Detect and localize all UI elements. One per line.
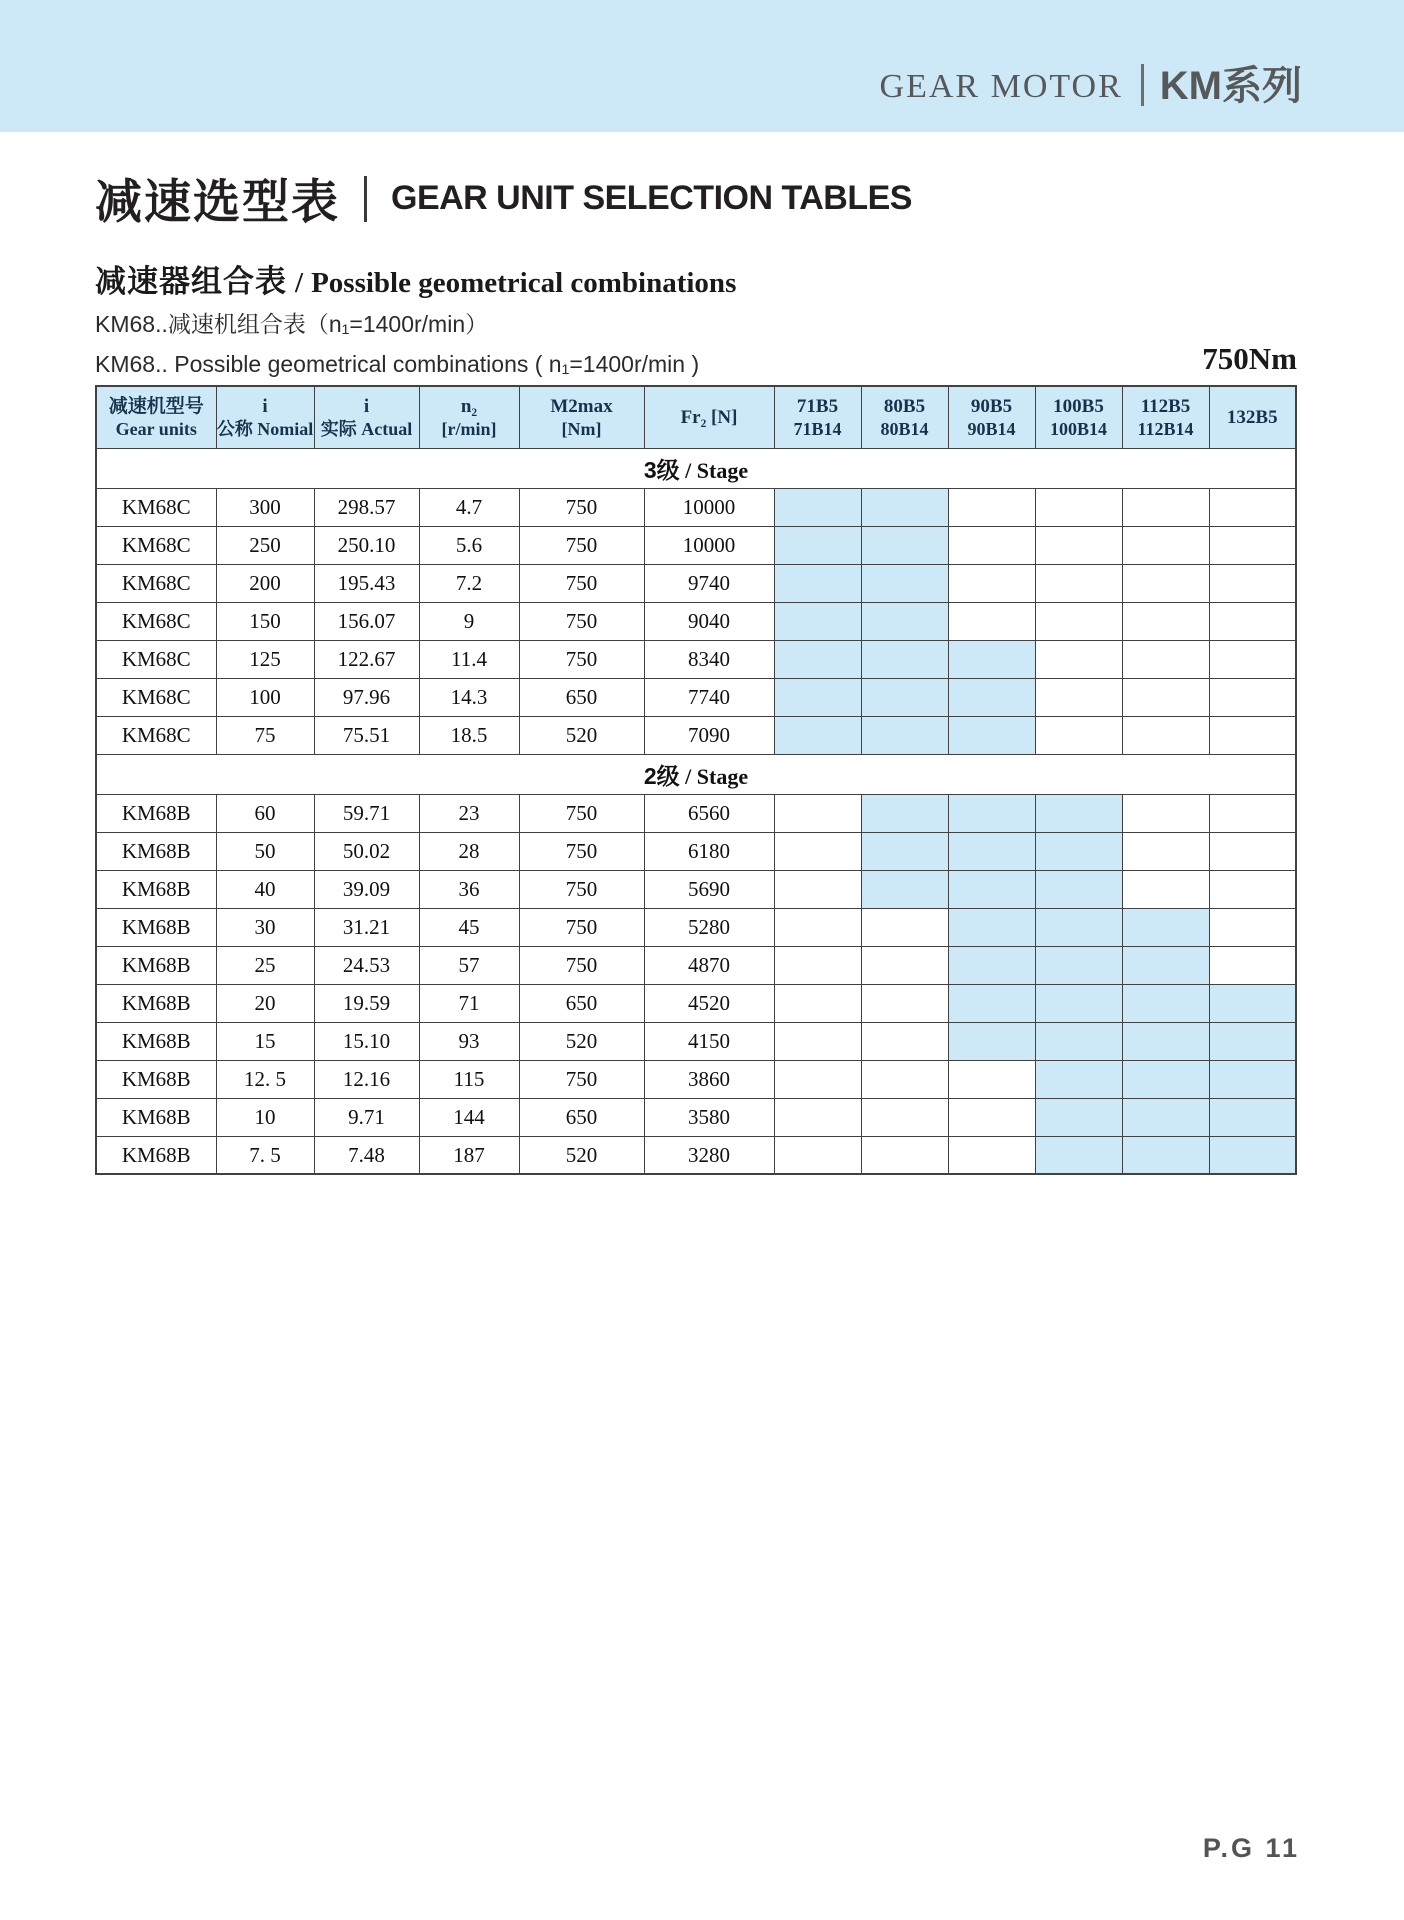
compat-cell-71B5 bbox=[774, 1022, 861, 1060]
compat-cell-80B5 bbox=[861, 640, 948, 678]
stage-section-label: 3级 / Stage bbox=[96, 448, 1296, 488]
compat-cell-132B5 bbox=[1209, 716, 1296, 754]
cell-i-nominal: 25 bbox=[216, 946, 314, 984]
cell-model: KM68C bbox=[96, 488, 216, 526]
cell-m2max: 750 bbox=[519, 908, 644, 946]
table-row bbox=[96, 564, 1296, 602]
cell-fr2: 10000 bbox=[644, 488, 774, 526]
compat-cell-71B5 bbox=[774, 640, 861, 678]
cell-n2: 93 bbox=[419, 1022, 519, 1060]
compat-cell-71B5 bbox=[774, 946, 861, 984]
subtitle-zh: 减速器组合表 bbox=[95, 264, 287, 299]
cell-i-actual: 122.67 bbox=[314, 640, 419, 678]
compat-cell-80B5 bbox=[861, 832, 948, 870]
cell-i-nominal: 50 bbox=[216, 832, 314, 870]
cell-i-nominal: 20 bbox=[216, 984, 314, 1022]
cell-m2max: 750 bbox=[519, 1060, 644, 1098]
cell-model: KM68C bbox=[96, 678, 216, 716]
header-series-label: KM系列 bbox=[1159, 64, 1302, 108]
cell-m2max: 750 bbox=[519, 564, 644, 602]
compat-cell-71B5 bbox=[774, 1136, 861, 1174]
compat-cell-90B5 bbox=[948, 602, 1035, 640]
cell-m2max: 750 bbox=[519, 794, 644, 832]
compat-cell-71B5 bbox=[774, 870, 861, 908]
compat-cell-132B5 bbox=[1209, 908, 1296, 946]
cell-m2max: 750 bbox=[519, 946, 644, 984]
cell-model: KM68B bbox=[96, 908, 216, 946]
cell-model: KM68B bbox=[96, 794, 216, 832]
table-row bbox=[96, 640, 1296, 678]
cell-m2max: 520 bbox=[519, 716, 644, 754]
cell-fr2: 4150 bbox=[644, 1022, 774, 1060]
page-title-en: GEAR UNIT SELECTION TABLES bbox=[391, 179, 912, 217]
compat-cell-112B5 bbox=[1122, 716, 1209, 754]
table-row bbox=[96, 1098, 1296, 1136]
compat-cell-90B5 bbox=[948, 678, 1035, 716]
cell-i-nominal: 12. 5 bbox=[216, 1060, 314, 1098]
cell-fr2: 7740 bbox=[644, 678, 774, 716]
compat-cell-71B5 bbox=[774, 1098, 861, 1136]
compat-cell-90B5 bbox=[948, 1060, 1035, 1098]
compat-cell-100B5 bbox=[1035, 1060, 1122, 1098]
cell-n2: 18.5 bbox=[419, 716, 519, 754]
cell-i-actual: 9.71 bbox=[314, 1098, 419, 1136]
cell-m2max: 750 bbox=[519, 602, 644, 640]
compat-cell-90B5 bbox=[948, 832, 1035, 870]
column-header-90: 90B5 90B14 bbox=[948, 386, 1035, 448]
cell-model: KM68C bbox=[96, 564, 216, 602]
table-row bbox=[96, 526, 1296, 564]
cell-m2max: 650 bbox=[519, 678, 644, 716]
cell-m2max: 650 bbox=[519, 1098, 644, 1136]
compat-cell-80B5 bbox=[861, 908, 948, 946]
page-title-zh: 减速选型表 bbox=[95, 175, 340, 228]
compat-cell-132B5 bbox=[1209, 564, 1296, 602]
column-header-132: 132B5 bbox=[1209, 386, 1296, 448]
compat-cell-90B5 bbox=[948, 908, 1035, 946]
compat-cell-80B5 bbox=[861, 1060, 948, 1098]
cell-fr2: 4520 bbox=[644, 984, 774, 1022]
cell-n2: 5.6 bbox=[419, 526, 519, 564]
cell-model: KM68B bbox=[96, 1060, 216, 1098]
compat-cell-71B5 bbox=[774, 908, 861, 946]
compat-cell-100B5 bbox=[1035, 1136, 1122, 1174]
cell-i-nominal: 125 bbox=[216, 640, 314, 678]
compat-cell-90B5 bbox=[948, 946, 1035, 984]
compat-cell-112B5 bbox=[1122, 794, 1209, 832]
table-header bbox=[96, 386, 1296, 448]
cell-n2: 9 bbox=[419, 602, 519, 640]
compat-cell-90B5 bbox=[948, 1022, 1035, 1060]
cell-fr2: 8340 bbox=[644, 640, 774, 678]
compat-cell-90B5 bbox=[948, 1098, 1035, 1136]
cell-i-nominal: 30 bbox=[216, 908, 314, 946]
cell-i-actual: 12.16 bbox=[314, 1060, 419, 1098]
compat-cell-71B5 bbox=[774, 794, 861, 832]
cell-fr2: 5690 bbox=[644, 870, 774, 908]
cell-i-nominal: 150 bbox=[216, 602, 314, 640]
cell-fr2: 3860 bbox=[644, 1060, 774, 1098]
cell-fr2: 7090 bbox=[644, 716, 774, 754]
cell-model: KM68C bbox=[96, 640, 216, 678]
cell-i-actual: 298.57 bbox=[314, 488, 419, 526]
cell-i-nominal: 60 bbox=[216, 794, 314, 832]
cell-i-actual: 19.59 bbox=[314, 984, 419, 1022]
table-body bbox=[96, 448, 1296, 1174]
column-header-100: 100B5 100B14 bbox=[1035, 386, 1122, 448]
compat-cell-100B5 bbox=[1035, 716, 1122, 754]
compat-cell-132B5 bbox=[1209, 602, 1296, 640]
section-subtitle bbox=[95, 256, 1297, 301]
cell-i-nominal: 300 bbox=[216, 488, 314, 526]
compat-cell-90B5 bbox=[948, 526, 1035, 564]
caption-row bbox=[95, 341, 1297, 377]
compat-cell-132B5 bbox=[1209, 832, 1296, 870]
compat-cell-80B5 bbox=[861, 602, 948, 640]
cell-fr2: 9040 bbox=[644, 602, 774, 640]
compat-cell-100B5 bbox=[1035, 488, 1122, 526]
column-header-112: 112B5 112B14 bbox=[1122, 386, 1209, 448]
compat-cell-100B5 bbox=[1035, 678, 1122, 716]
cell-m2max: 520 bbox=[519, 1136, 644, 1174]
compat-cell-80B5 bbox=[861, 526, 948, 564]
cell-n2: 45 bbox=[419, 908, 519, 946]
compat-cell-90B5 bbox=[948, 794, 1035, 832]
cell-m2max: 520 bbox=[519, 1022, 644, 1060]
compat-cell-80B5 bbox=[861, 946, 948, 984]
compat-cell-132B5 bbox=[1209, 946, 1296, 984]
cell-model: KM68B bbox=[96, 870, 216, 908]
page-content bbox=[95, 132, 1297, 1175]
column-header-80: 80B5 80B14 bbox=[861, 386, 948, 448]
header-title: GEAR MOTOR bbox=[879, 68, 1123, 105]
stage-section-label: 2级 / Stage bbox=[96, 754, 1296, 794]
cell-n2: 71 bbox=[419, 984, 519, 1022]
table-row bbox=[96, 1060, 1296, 1098]
table-row bbox=[96, 1022, 1296, 1060]
compat-cell-80B5 bbox=[861, 564, 948, 602]
cell-m2max: 750 bbox=[519, 488, 644, 526]
compat-cell-71B5 bbox=[774, 602, 861, 640]
compat-cell-132B5 bbox=[1209, 794, 1296, 832]
table-row bbox=[96, 602, 1296, 640]
subtitle-separator: / bbox=[295, 267, 304, 299]
header-divider bbox=[1141, 64, 1144, 106]
compat-cell-80B5 bbox=[861, 1136, 948, 1174]
compat-cell-112B5 bbox=[1122, 602, 1209, 640]
compat-cell-100B5 bbox=[1035, 526, 1122, 564]
cell-n2: 144 bbox=[419, 1098, 519, 1136]
table-header-row bbox=[96, 386, 1296, 448]
cell-model: KM68C bbox=[96, 526, 216, 564]
table-row bbox=[96, 984, 1296, 1022]
compat-cell-100B5 bbox=[1035, 870, 1122, 908]
table-row bbox=[96, 678, 1296, 716]
compat-cell-80B5 bbox=[861, 488, 948, 526]
compat-cell-71B5 bbox=[774, 564, 861, 602]
cell-i-nominal: 10 bbox=[216, 1098, 314, 1136]
table-caption-en: KM68.. Possible geometrical combinations ( n₁=1400r/min ) bbox=[95, 351, 700, 377]
compat-cell-112B5 bbox=[1122, 526, 1209, 564]
cell-i-actual: 7.48 bbox=[314, 1136, 419, 1174]
compat-cell-80B5 bbox=[861, 870, 948, 908]
column-header-fr2: Fr₂ [N] bbox=[644, 386, 774, 448]
compat-cell-132B5 bbox=[1209, 1022, 1296, 1060]
cell-i-actual: 250.10 bbox=[314, 526, 419, 564]
compat-cell-71B5 bbox=[774, 488, 861, 526]
compat-cell-80B5 bbox=[861, 716, 948, 754]
cell-m2max: 750 bbox=[519, 640, 644, 678]
compat-cell-71B5 bbox=[774, 984, 861, 1022]
column-header-i-actual: i 实际 Actual bbox=[314, 386, 419, 448]
compat-cell-90B5 bbox=[948, 870, 1035, 908]
cell-fr2: 10000 bbox=[644, 526, 774, 564]
stage-section-row bbox=[96, 754, 1296, 794]
compat-cell-132B5 bbox=[1209, 640, 1296, 678]
cell-model: KM68B bbox=[96, 946, 216, 984]
compat-cell-100B5 bbox=[1035, 564, 1122, 602]
compat-cell-71B5 bbox=[774, 526, 861, 564]
cell-i-nominal: 100 bbox=[216, 678, 314, 716]
cell-n2: 57 bbox=[419, 946, 519, 984]
cell-model: KM68C bbox=[96, 716, 216, 754]
cell-i-nominal: 250 bbox=[216, 526, 314, 564]
cell-i-nominal: 75 bbox=[216, 716, 314, 754]
cell-i-actual: 31.21 bbox=[314, 908, 419, 946]
column-header-i-nominal: i 公称 Nomial bbox=[216, 386, 314, 448]
cell-fr2: 3580 bbox=[644, 1098, 774, 1136]
table-row bbox=[96, 716, 1296, 754]
column-header-71: 71B5 71B14 bbox=[774, 386, 861, 448]
compat-cell-132B5 bbox=[1209, 488, 1296, 526]
cell-m2max: 650 bbox=[519, 984, 644, 1022]
cell-m2max: 750 bbox=[519, 870, 644, 908]
compat-cell-71B5 bbox=[774, 716, 861, 754]
compat-cell-132B5 bbox=[1209, 1098, 1296, 1136]
compat-cell-100B5 bbox=[1035, 946, 1122, 984]
compat-cell-112B5 bbox=[1122, 1060, 1209, 1098]
cell-i-actual: 24.53 bbox=[314, 946, 419, 984]
table-row bbox=[96, 946, 1296, 984]
cell-n2: 36 bbox=[419, 870, 519, 908]
subtitle-en: Possible geometrical combinations bbox=[311, 267, 737, 299]
compat-cell-132B5 bbox=[1209, 870, 1296, 908]
compat-cell-132B5 bbox=[1209, 526, 1296, 564]
gear-selection-table bbox=[95, 385, 1297, 1175]
page-number: P.G 11 bbox=[1202, 1833, 1300, 1863]
cell-i-nominal: 7. 5 bbox=[216, 1136, 314, 1174]
cell-n2: 7.2 bbox=[419, 564, 519, 602]
compat-cell-112B5 bbox=[1122, 832, 1209, 870]
compat-cell-112B5 bbox=[1122, 984, 1209, 1022]
compat-cell-100B5 bbox=[1035, 908, 1122, 946]
cell-fr2: 4870 bbox=[644, 946, 774, 984]
compat-cell-132B5 bbox=[1209, 984, 1296, 1022]
cell-i-actual: 156.07 bbox=[314, 602, 419, 640]
compat-cell-112B5 bbox=[1122, 870, 1209, 908]
cell-i-actual: 195.43 bbox=[314, 564, 419, 602]
cell-n2: 115 bbox=[419, 1060, 519, 1098]
column-header-m2max: M2max [Nm] bbox=[519, 386, 644, 448]
compat-cell-90B5 bbox=[948, 1136, 1035, 1174]
compat-cell-71B5 bbox=[774, 832, 861, 870]
column-header-n2: n₂ [r/min] bbox=[419, 386, 519, 448]
compat-cell-100B5 bbox=[1035, 794, 1122, 832]
cell-n2: 14.3 bbox=[419, 678, 519, 716]
cell-m2max: 750 bbox=[519, 526, 644, 564]
cell-n2: 23 bbox=[419, 794, 519, 832]
compat-cell-112B5 bbox=[1122, 678, 1209, 716]
cell-m2max: 750 bbox=[519, 832, 644, 870]
cell-fr2: 6180 bbox=[644, 832, 774, 870]
cell-model: KM68C bbox=[96, 602, 216, 640]
table-caption-zh: KM68..减速机组合表（n₁=1400r/min） bbox=[95, 311, 489, 337]
compat-cell-112B5 bbox=[1122, 640, 1209, 678]
cell-i-actual: 39.09 bbox=[314, 870, 419, 908]
compat-cell-100B5 bbox=[1035, 984, 1122, 1022]
cell-i-actual: 97.96 bbox=[314, 678, 419, 716]
cell-model: KM68B bbox=[96, 1098, 216, 1136]
compat-cell-80B5 bbox=[861, 984, 948, 1022]
cell-i-actual: 15.10 bbox=[314, 1022, 419, 1060]
compat-cell-90B5 bbox=[948, 640, 1035, 678]
compat-cell-90B5 bbox=[948, 984, 1035, 1022]
compat-cell-112B5 bbox=[1122, 1098, 1209, 1136]
compat-cell-132B5 bbox=[1209, 1060, 1296, 1098]
cell-fr2: 9740 bbox=[644, 564, 774, 602]
cell-i-nominal: 200 bbox=[216, 564, 314, 602]
compat-cell-100B5 bbox=[1035, 832, 1122, 870]
torque-rating-label: 750Nm bbox=[1202, 341, 1297, 377]
cell-n2: 4.7 bbox=[419, 488, 519, 526]
cell-n2: 187 bbox=[419, 1136, 519, 1174]
compat-cell-112B5 bbox=[1122, 1136, 1209, 1174]
compat-cell-112B5 bbox=[1122, 488, 1209, 526]
compat-cell-100B5 bbox=[1035, 640, 1122, 678]
compat-cell-112B5 bbox=[1122, 564, 1209, 602]
page-header-band bbox=[0, 0, 1404, 132]
cell-i-actual: 50.02 bbox=[314, 832, 419, 870]
compat-cell-90B5 bbox=[948, 716, 1035, 754]
cell-n2: 28 bbox=[419, 832, 519, 870]
column-header-gear-units: 减速机型号 Gear units bbox=[96, 386, 216, 448]
cell-n2: 11.4 bbox=[419, 640, 519, 678]
cell-fr2: 5280 bbox=[644, 908, 774, 946]
cell-model: KM68B bbox=[96, 832, 216, 870]
compat-cell-71B5 bbox=[774, 678, 861, 716]
cell-model: KM68B bbox=[96, 1136, 216, 1174]
compat-cell-80B5 bbox=[861, 1098, 948, 1136]
cell-i-actual: 59.71 bbox=[314, 794, 419, 832]
compat-cell-100B5 bbox=[1035, 1022, 1122, 1060]
compat-cell-71B5 bbox=[774, 1060, 861, 1098]
cell-i-actual: 75.51 bbox=[314, 716, 419, 754]
stage-section-row bbox=[96, 448, 1296, 488]
cell-i-nominal: 40 bbox=[216, 870, 314, 908]
table-row bbox=[96, 870, 1296, 908]
cell-fr2: 6560 bbox=[644, 794, 774, 832]
table-row bbox=[96, 908, 1296, 946]
cell-fr2: 3280 bbox=[644, 1136, 774, 1174]
compat-cell-100B5 bbox=[1035, 602, 1122, 640]
table-row bbox=[96, 1136, 1296, 1174]
compat-cell-80B5 bbox=[861, 1022, 948, 1060]
cell-model: KM68B bbox=[96, 1022, 216, 1060]
compat-cell-132B5 bbox=[1209, 1136, 1296, 1174]
compat-cell-100B5 bbox=[1035, 1098, 1122, 1136]
compat-cell-112B5 bbox=[1122, 946, 1209, 984]
compat-cell-132B5 bbox=[1209, 678, 1296, 716]
table-row bbox=[96, 832, 1296, 870]
cell-i-nominal: 15 bbox=[216, 1022, 314, 1060]
compat-cell-112B5 bbox=[1122, 1022, 1209, 1060]
table-row bbox=[96, 794, 1296, 832]
compat-cell-90B5 bbox=[948, 564, 1035, 602]
page-title bbox=[95, 165, 1297, 232]
compat-cell-80B5 bbox=[861, 794, 948, 832]
cell-model: KM68B bbox=[96, 984, 216, 1022]
compat-cell-112B5 bbox=[1122, 908, 1209, 946]
title-divider bbox=[364, 176, 367, 222]
compat-cell-90B5 bbox=[948, 488, 1035, 526]
table-row bbox=[96, 488, 1296, 526]
compat-cell-80B5 bbox=[861, 678, 948, 716]
